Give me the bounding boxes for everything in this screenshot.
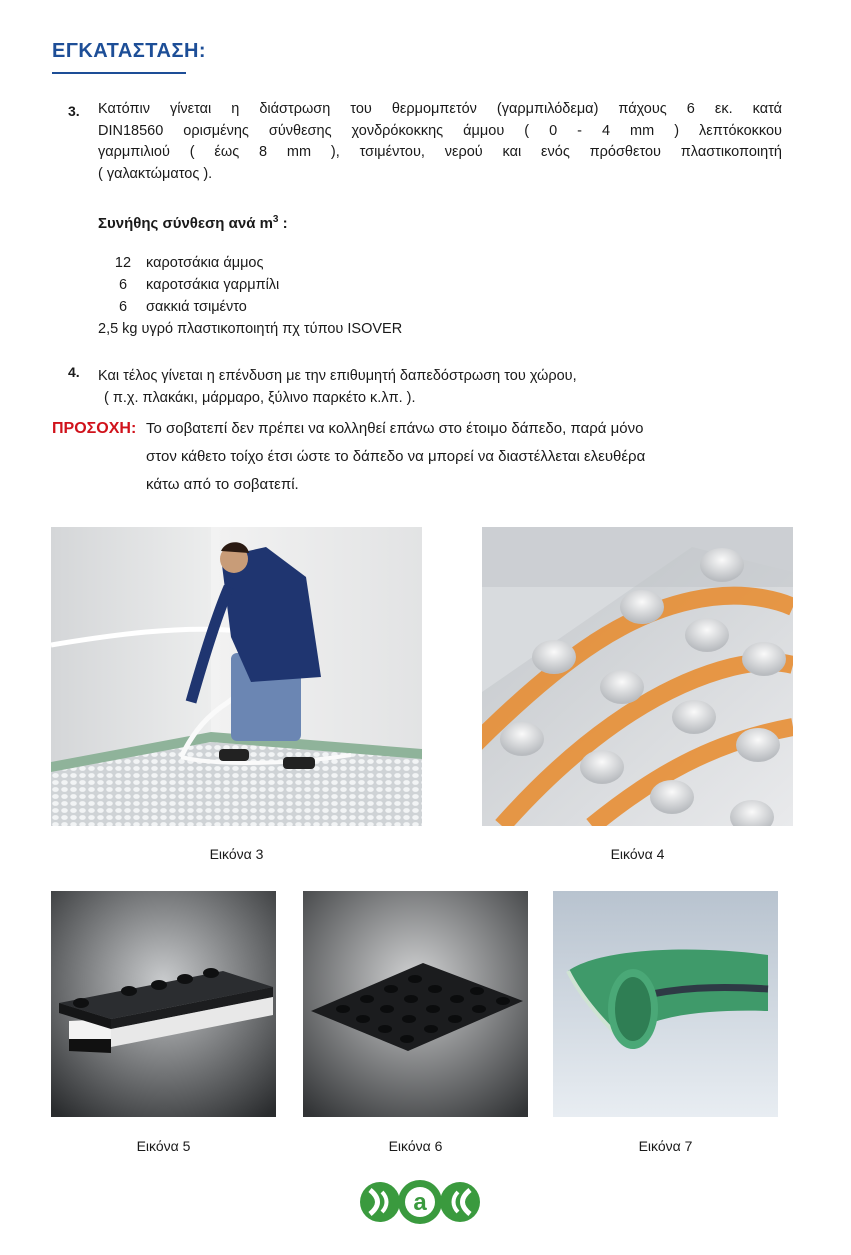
warning-line: στον κάθετο τοίχο έτσι ώστε το δάπεδο να μπορεί να διαστέλλεται ελευθέρα	[146, 448, 646, 465]
mix-extra: 2,5 kg υγρό πλαστικοποιητή πχ τύπου ISOVER	[98, 321, 403, 337]
mix-item-qty: 6	[118, 277, 128, 293]
page-heading: ΕΓΚΑΤΑΣΤΑΣΗ:	[52, 40, 207, 62]
mix-item	[104, 299, 247, 315]
step-3-line: γαρμπιλιού ( έως 8 mm ), τσιμέντου, νερού και ενός πρόσθετου πλαστικοποιητή	[98, 144, 782, 160]
caption-figure-7: Εικόνα 7	[638, 1138, 693, 1154]
company-logo	[358, 1178, 482, 1226]
mix-item-desc: καροτσάκια άμμος	[146, 255, 264, 271]
photo-pipe-in-panel	[482, 527, 793, 826]
step-3-line: ( γαλακτώματος ).	[98, 165, 213, 182]
caption-figure-3: Εικόνα 3	[209, 846, 264, 862]
photo-panel-cross-section	[51, 891, 276, 1117]
caption-figure-5: Εικόνα 5	[136, 1138, 191, 1154]
mix-item	[104, 277, 279, 293]
step-4-text	[98, 366, 718, 409]
mix-item	[104, 255, 263, 271]
mix-heading	[98, 214, 288, 232]
warning-line: κάτω από το σοβατεπί.	[146, 476, 299, 493]
mix-item-desc: σακκιά τσιμέντο	[146, 299, 247, 315]
mix-item-desc: καροτσάκια γαρμπίλι	[146, 277, 280, 293]
step-3-text	[98, 99, 782, 185]
mix-heading-sup: 3	[272, 214, 279, 225]
logo-letter: a	[413, 1189, 427, 1216]
mix-heading-suffix: :	[278, 215, 288, 232]
step-3-line: Κατόπιν γίνεται η διάστρωση του θερμομπετόν (γαρμπιλόδεμα) πάχους 6 εκ. κατά	[98, 101, 782, 117]
step-4-number: 4.	[68, 364, 80, 380]
caption-figure-4: Εικόνα 4	[610, 846, 665, 862]
step-3-line: DIN18560 ορισμένης σύνθεσης χονδρόκοκκης άμμου ( 0 - 4 mm ) λεπτόκοκκου	[98, 122, 782, 139]
warning-label: ΠΡΟΣΟΧΗ:	[52, 420, 137, 437]
photo-studded-panel	[303, 891, 528, 1117]
photo-edge-strip-roll	[553, 891, 778, 1117]
mix-heading-text: Συνήθης σύνθεση ανά m	[98, 215, 273, 232]
warning-line: Το σοβατεπί δεν πρέπει να κολληθεί επάνω στο έτοιμο δάπεδο, παρά μόνο	[146, 420, 644, 437]
caption-figure-6: Εικόνα 6	[388, 1138, 443, 1154]
step-4-line: ( π.χ. πλακάκι, μάρμαρο, ξύλινο παρκέτο κ.λπ. ).	[104, 389, 416, 406]
heading-underline	[52, 72, 186, 74]
mix-item-qty: 6	[118, 299, 128, 315]
mix-item-qty: 12	[114, 255, 132, 271]
step-4-line: Και τέλος γίνεται η επένδυση με την επιθυμητή δαπεδόστρωση του χώρου,	[98, 368, 577, 384]
step-3-number: 3.	[68, 103, 80, 119]
photo-installer-laying-pipe	[51, 527, 422, 826]
